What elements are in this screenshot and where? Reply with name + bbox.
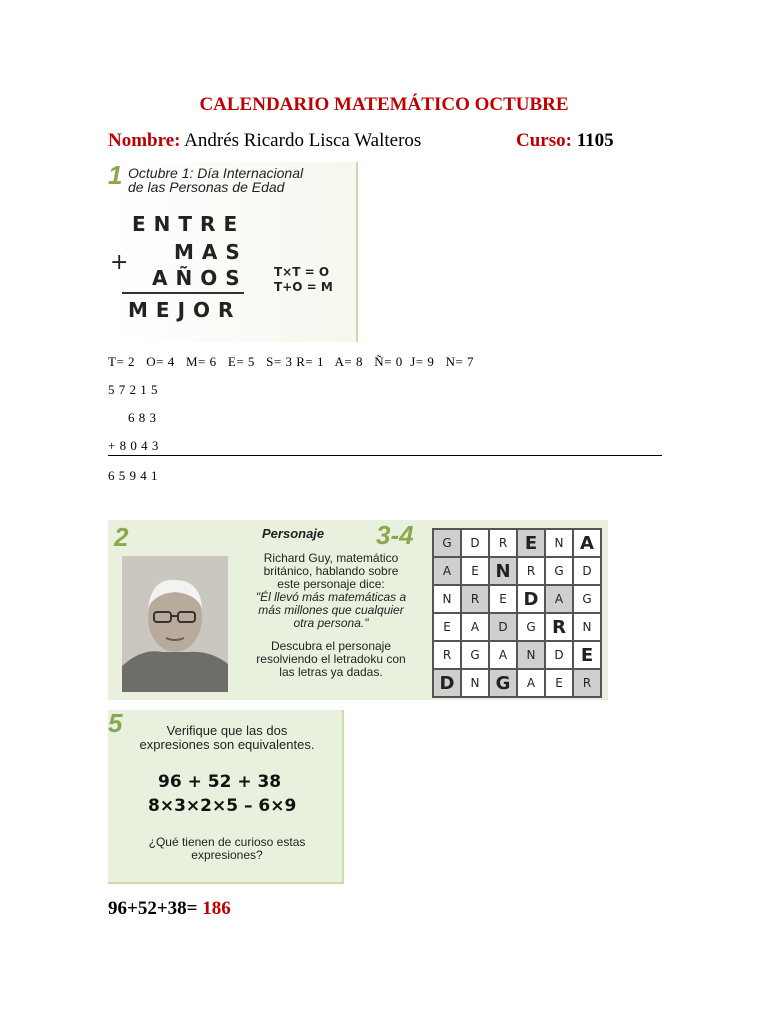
quote-line-2: más millones que cualquier [258, 603, 404, 617]
course-label: Curso: [516, 130, 572, 151]
instruction-line-2: resolviendo el letradoku con [256, 652, 406, 666]
course-value: 1105 [576, 130, 614, 151]
grid-cell: A [518, 670, 544, 696]
letter-assignments: T= 2 O= 4 M= 6 E= 5 S= 3 R= 1 A= 8 Ñ= 0 J= 9 N= 7 [108, 354, 475, 369]
name-label: Nombre: [108, 130, 181, 151]
grid-cell: N [546, 530, 572, 556]
quote-line-3: otra persona." [293, 616, 369, 630]
word-anos: AÑOS [152, 266, 248, 290]
grid-cell: N [462, 670, 488, 696]
desc-line-1: Richard Guy, matemático [263, 551, 399, 565]
grid-cell: N [518, 642, 544, 668]
grid-cell: G [490, 670, 516, 696]
grid-cell: E [518, 530, 544, 556]
word-mas: MAS [174, 240, 248, 264]
grid-cell: N [490, 558, 516, 584]
addend-3: + 8 0 4 3 [108, 438, 159, 453]
grid-cell: R [462, 586, 488, 612]
answer-expression: 96+52+38= [108, 898, 198, 919]
puzzle-1-number: 1 [108, 162, 123, 190]
puzzle-5-instructions [122, 724, 332, 752]
question-line-1: ¿Qué tienen de curioso estas [148, 835, 306, 849]
grid-cell: D [574, 558, 600, 584]
portrait-illustration [122, 556, 228, 692]
grid-cell: A [462, 614, 488, 640]
grid-cell: E [462, 558, 488, 584]
grid-cell: G [462, 642, 488, 668]
grid-cell: R [518, 558, 544, 584]
grid-cell: G [574, 586, 600, 612]
portrait-photo [122, 556, 228, 692]
page-title: CALENDARIO MATEMÁTICO OCTUBRE [199, 94, 569, 115]
instr-line-2: expresiones son equivalentes. [139, 737, 315, 752]
addend-1: 5 7 2 1 5 [108, 382, 158, 397]
grid-cell: D [518, 586, 544, 612]
puzzle-1-caption-line-2: de las Personas de Edad [128, 179, 285, 195]
grid-cell: N [574, 614, 600, 640]
equation-1: T×T = O [274, 265, 330, 279]
answer-result: 186 [202, 898, 231, 919]
puzzle-1-image [108, 162, 358, 342]
grid-cell: E [574, 642, 600, 668]
puzzle-2-description [236, 552, 426, 679]
expression-2: 8×3×2×5 – 6×9 [148, 796, 297, 816]
sum-result: 6 5 9 4 1 [108, 468, 158, 483]
equation-2: T+O = M [274, 280, 333, 294]
panel-border [356, 162, 358, 342]
name-line [108, 130, 421, 152]
name-value: Andrés Ricardo Lisca Walteros [184, 130, 422, 151]
puzzle-34-number: 3-4 [376, 520, 414, 550]
grid-cell: N [434, 586, 460, 612]
sum-line [122, 292, 244, 294]
course-line [516, 130, 614, 152]
puzzle-2-heading: Personaje [262, 526, 325, 541]
instruction-line-1: Descubra el personaje [270, 639, 392, 653]
letradoku-grid [432, 528, 602, 698]
grid-cell: A [546, 586, 572, 612]
instr-line-1: Verifique que las dos [166, 723, 288, 738]
quote-line-1: "Él llevó más matemáticas a [255, 590, 407, 604]
desc-line-3: este personaje dice: [277, 577, 385, 591]
puzzle-2-number: 2 [114, 522, 129, 552]
word-mejor: MEJOR [128, 298, 242, 322]
grid-cell: R [434, 642, 460, 668]
puzzle-1-caption-line-1: Octubre 1: Día Internacional [128, 165, 304, 181]
grid-cell: A [490, 642, 516, 668]
grid-cell: D [490, 614, 516, 640]
addend-2: 6 8 3 [128, 410, 157, 425]
grid-cell: A [434, 558, 460, 584]
question-line-2: expresiones? [191, 848, 263, 862]
puzzle-2-image [108, 520, 608, 700]
answer-line [108, 898, 231, 920]
grid-cell: D [462, 530, 488, 556]
grid-cell: G [546, 558, 572, 584]
desc-line-2: británico, hablando sobre [263, 564, 399, 578]
grid-cell: G [434, 530, 460, 556]
puzzle-5-number: 5 [108, 710, 123, 738]
plus-sign: + [110, 250, 129, 275]
grid-cell: R [574, 670, 600, 696]
instruction-line-3: las letras ya dadas. [279, 665, 383, 679]
grid-cell: D [434, 670, 460, 696]
expression-1: 96 + 52 + 38 [158, 772, 282, 792]
puzzle-5-question [122, 836, 332, 862]
puzzle-5-image [108, 710, 344, 884]
grid-cell: E [434, 614, 460, 640]
grid-cell: E [546, 670, 572, 696]
grid-cell: D [546, 642, 572, 668]
grid-cell: A [574, 530, 600, 556]
grid-cell: R [546, 614, 572, 640]
grid-cell: G [518, 614, 544, 640]
grid-cell: R [490, 530, 516, 556]
grid-cell: E [490, 586, 516, 612]
sum-rule [108, 455, 662, 456]
word-entre: ENTRE [132, 212, 246, 236]
